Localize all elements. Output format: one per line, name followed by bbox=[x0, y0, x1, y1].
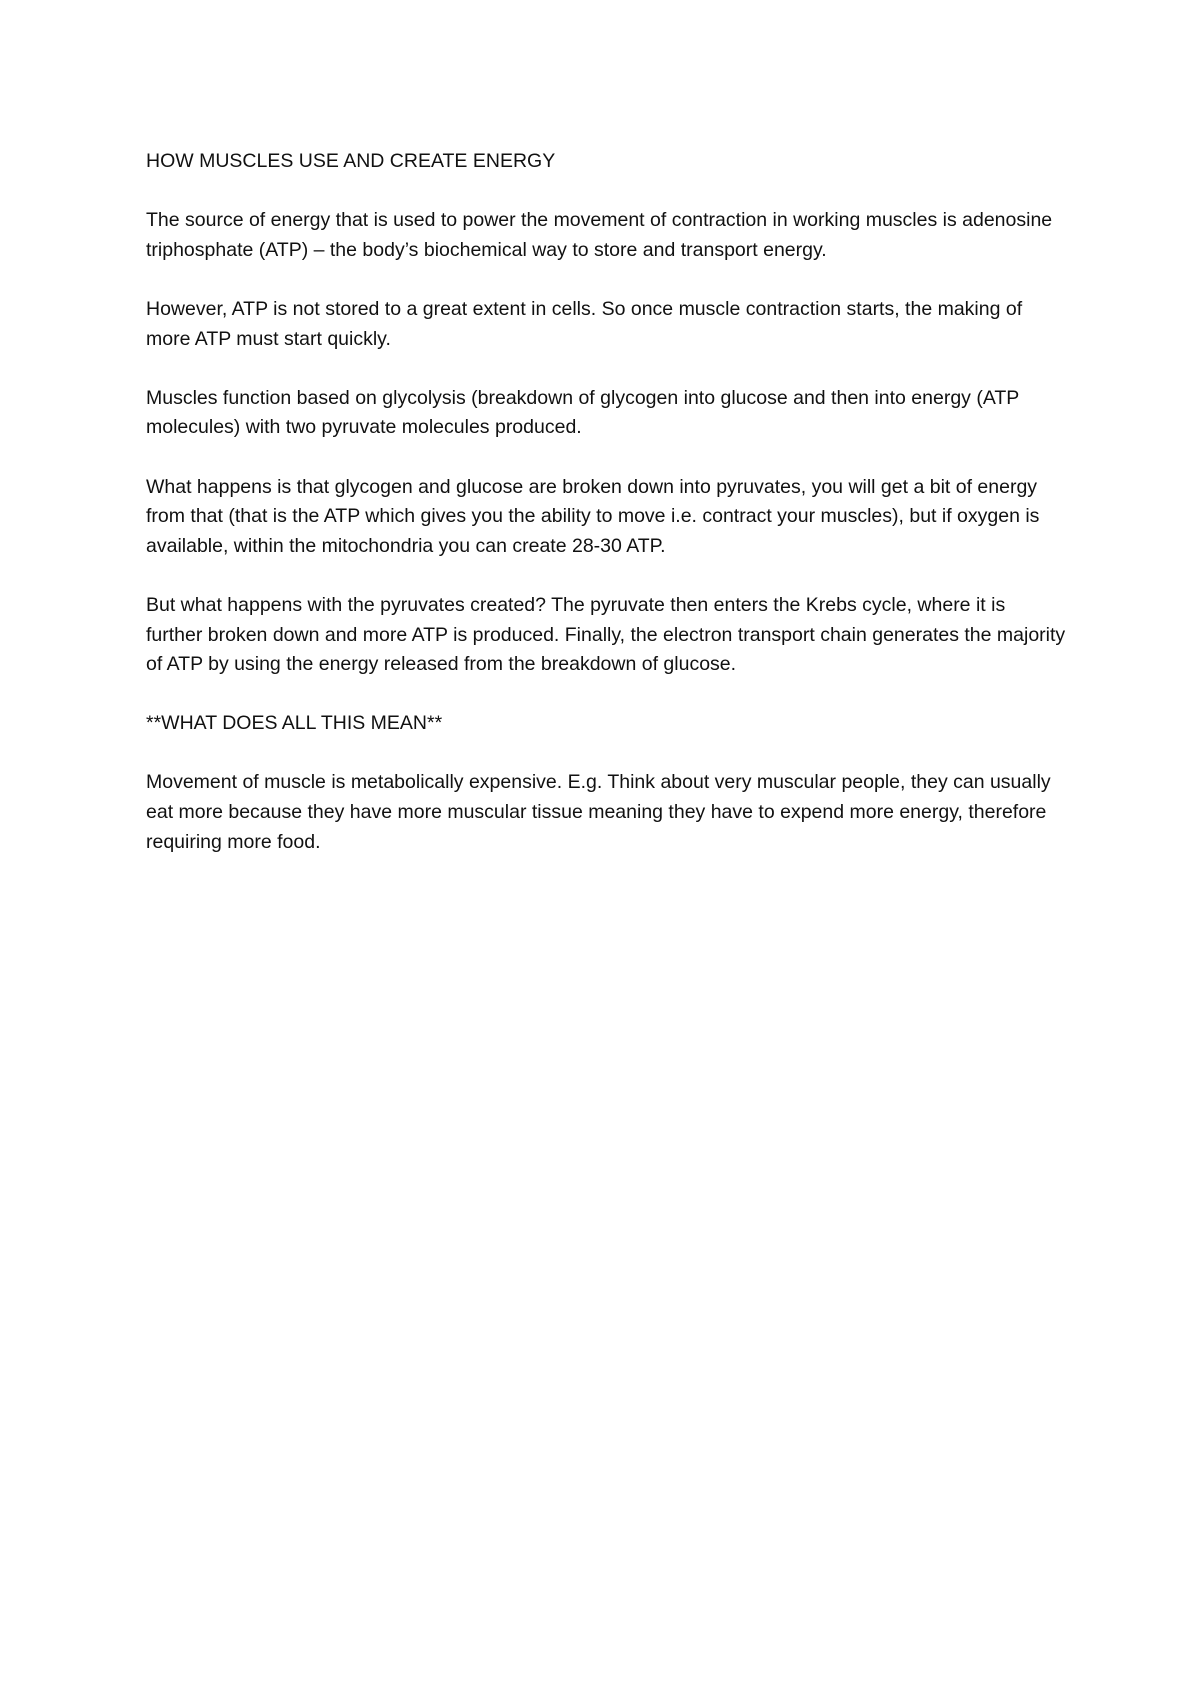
paragraph-krebs-cycle: But what happens with the pyruvates created? The pyruvate then enters the Krebs cycle, where it is further broken down and more ATP is produced. Finally, the electron transport chain generates the majority of ATP by using the energy released from the breakdown of glucose. bbox=[146, 593, 1066, 676]
section-subheading: **WHAT DOES ALL THIS MEAN** bbox=[146, 712, 443, 735]
paragraph-glycolysis: Muscles function based on glycolysis (breakdown of glycogen into glucose and then into energy (ATP molecules) with two pyruvate molecules produced. bbox=[146, 386, 1019, 439]
paragraph-atp-source: The source of energy that is used to power the movement of contraction in working muscles is adenosine triphosphate (ATP) – the body’s biochemical way to store and transport energy. bbox=[146, 209, 1053, 261]
paragraph-atp-storage: However, ATP is not stored to a great extent in cells. So once muscle contraction starts, the making of more ATP must start quickly. bbox=[146, 297, 1023, 350]
paragraph-conclusion: Movement of muscle is metabolically expensive. E.g. Think about very muscular people, they can usually eat more because they have more muscular tissue meaning they have to expend more energy, therefore requiring more food. bbox=[146, 771, 1051, 853]
paragraph-pyruvates: What happens is that glycogen and glucose are broken down into pyruvates, you will get a bit of energy from that (that is the ATP which gives you the ability to move i.e. contract your muscles), but if oxygen is available, within the mitochondria you can create 28-30 ATP. bbox=[146, 475, 1040, 557]
document-title: HOW MUSCLES USE AND CREATE ENERGY bbox=[146, 150, 556, 172]
